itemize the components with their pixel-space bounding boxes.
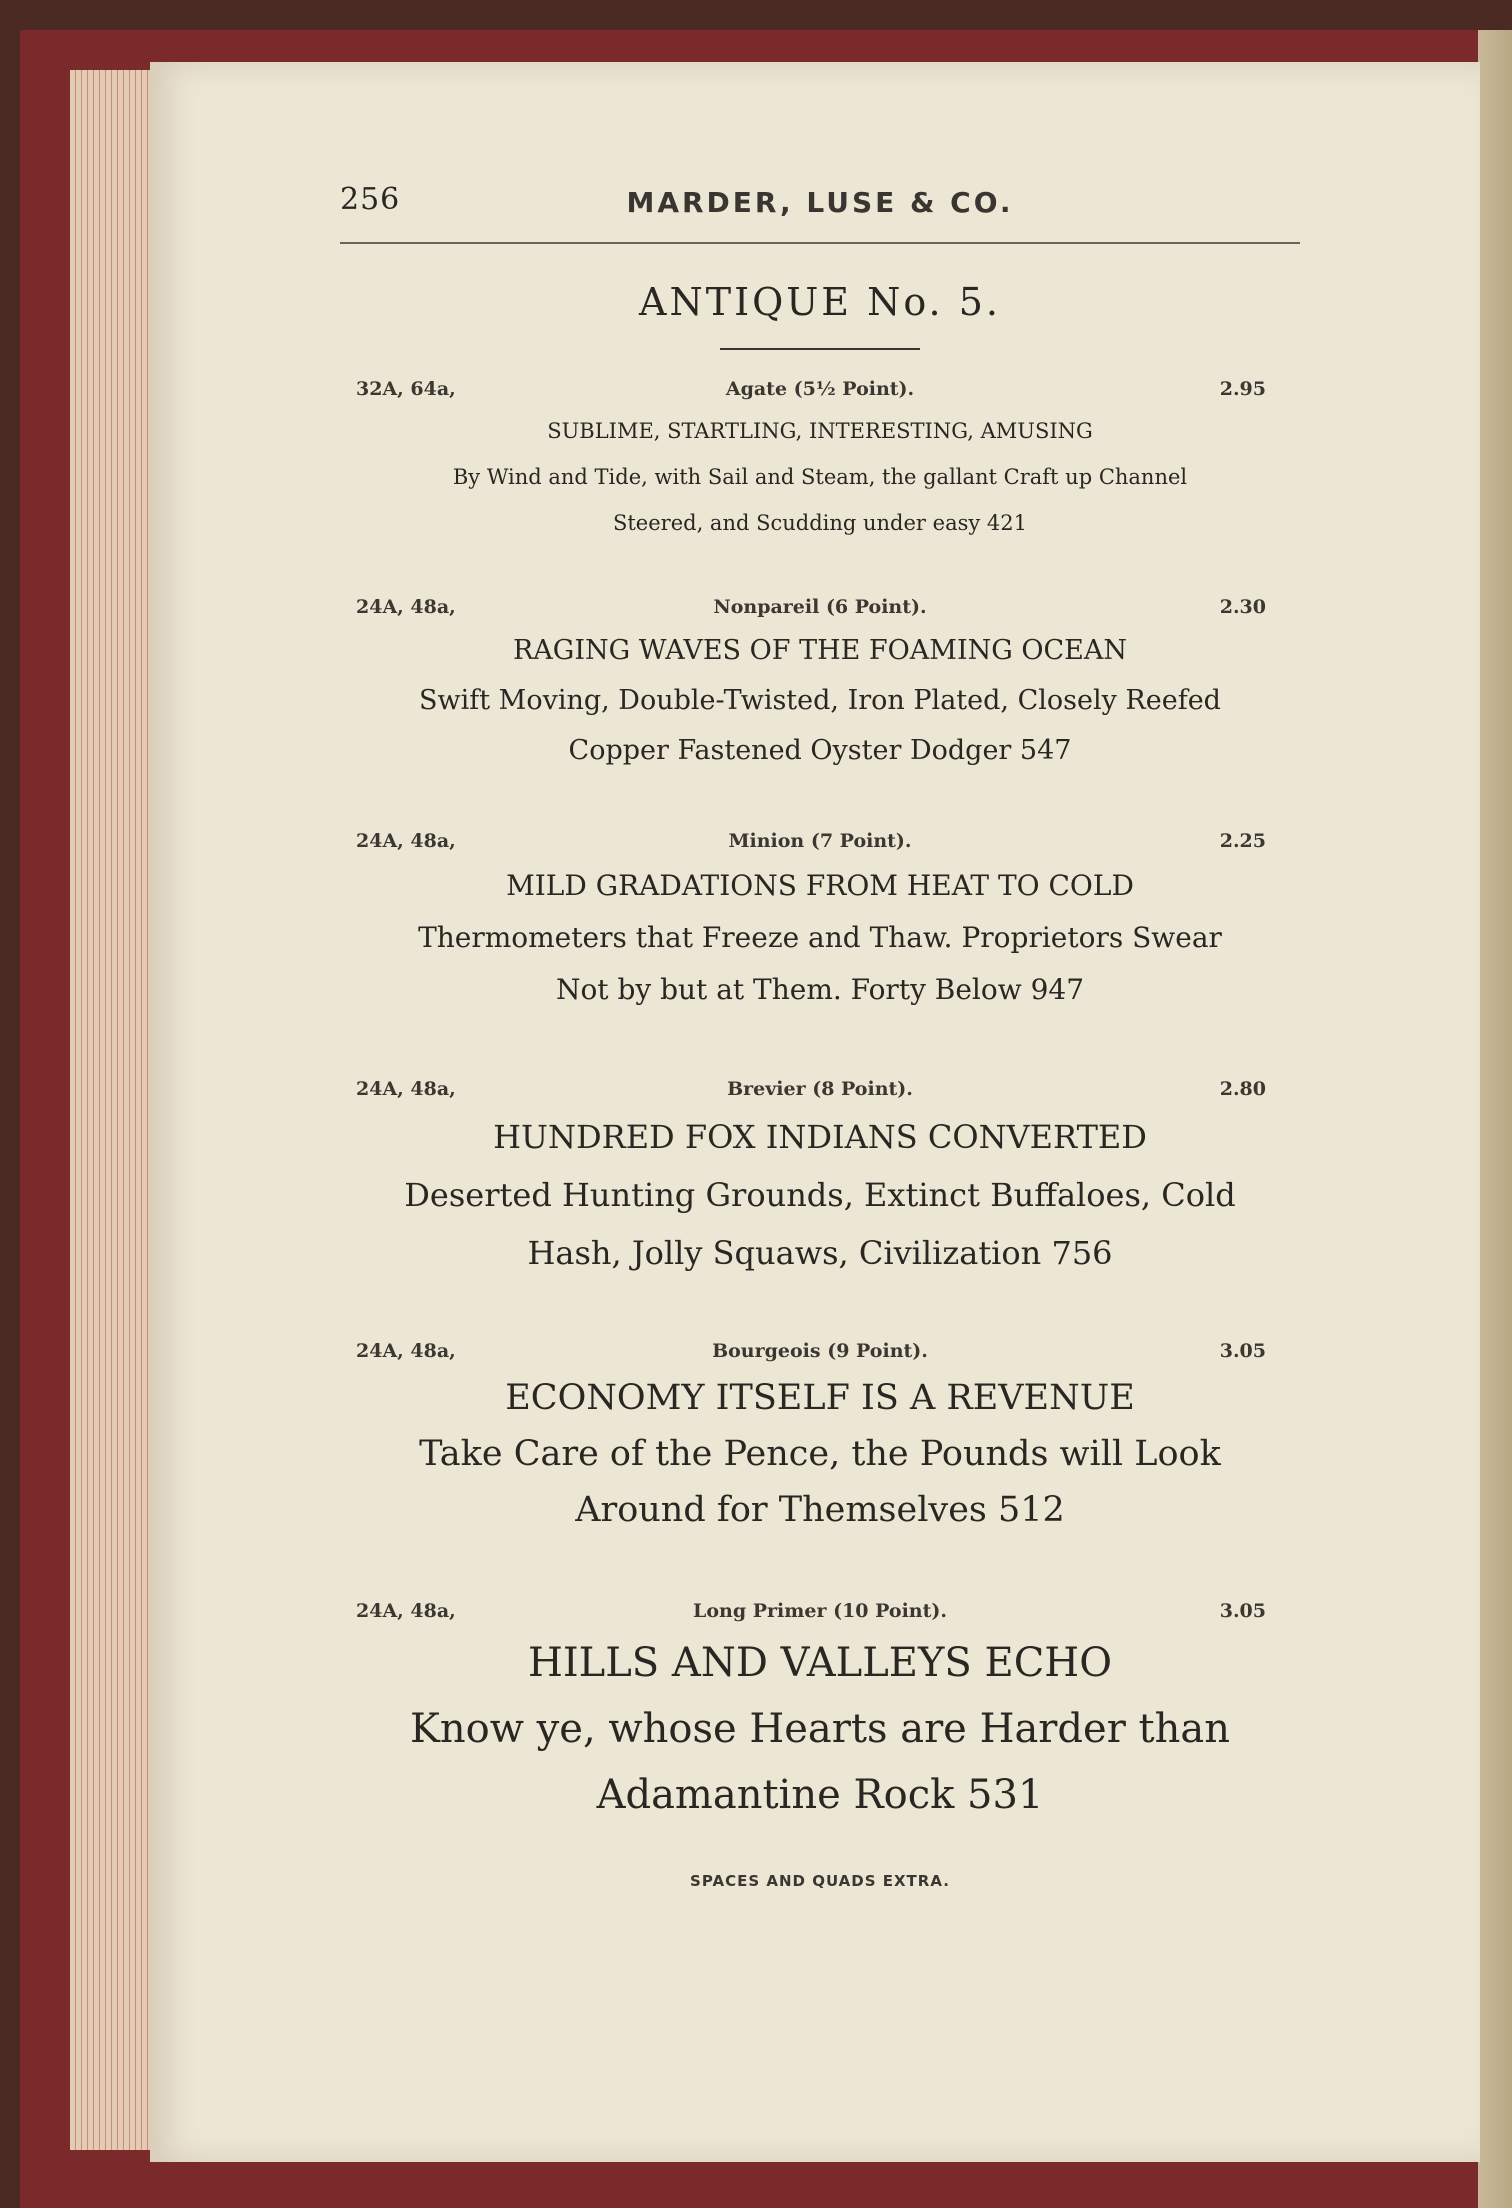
specimen-line: Hash, Jolly Squaws, Civilization 756 [527,1234,1113,1272]
price: 2.30 [1219,596,1266,618]
font-count: 24A, 48a, [356,1600,456,1622]
facing-page-edge [1478,30,1512,2208]
specimen-header [340,830,1300,860]
size-name: Minion (7 Point). [728,830,912,852]
price: 2.80 [1219,1078,1266,1100]
specimen-minion [340,830,1300,1016]
specimen-line: HILLS AND VALLEYS ECHO [528,1640,1112,1686]
specimen-long-primer [340,1600,1300,1828]
font-count: 24A, 48a, [356,1078,456,1100]
typeface-title: ANTIQUE No. 5. [639,280,1001,324]
specimen-bourgeois [340,1340,1300,1538]
font-count: 32A, 64a, [356,378,456,400]
size-name: Brevier (8 Point). [727,1078,913,1100]
specimen-line: ECONOMY ITSELF IS A REVENUE [505,1378,1135,1418]
specimen-line: Adamantine Rock 531 [596,1772,1044,1818]
specimen-agate [340,378,1300,546]
size-name: Nonpareil (6 Point). [713,596,927,618]
size-name: Bourgeois (9 Point). [712,1340,928,1362]
specimen-header [340,596,1300,626]
specimen-line: Take Care of the Pence, the Pounds will Look [419,1434,1221,1474]
specimen-line: By Wind and Tide, with Sail and Steam, the gallant Craft up Channel [452,465,1188,489]
font-count: 24A, 48a, [356,1340,456,1362]
page-number: 256 [340,182,401,217]
page-content [340,182,1300,2062]
title-rule [720,348,920,350]
specimen-line: Copper Fastened Oyster Dodger 547 [568,735,1072,766]
specimen-line: Swift Moving, Double-Twisted, Iron Plated, Closely Reefed [419,685,1221,716]
specimen-line: Deserted Hunting Grounds, Extinct Buffaloes, Cold [404,1176,1236,1214]
specimen-header [340,1340,1300,1370]
price: 3.05 [1219,1340,1266,1362]
publisher-name: MARDER, LUSE & CO. [626,186,1014,219]
book-page [150,62,1480,2162]
specimen-header [340,1600,1300,1630]
specimen-line: Around for Themselves 512 [575,1490,1065,1530]
price: 2.95 [1219,378,1266,400]
size-name: Long Primer (10 Point). [693,1600,947,1622]
font-count: 24A, 48a, [356,830,456,852]
price: 2.25 [1219,830,1266,852]
running-head [340,182,1300,244]
size-name: Agate (5½ Point). [725,378,915,400]
specimen-line: Know ye, whose Hearts are Harder than [410,1706,1230,1752]
specimen-line: Steered, and Scudding under easy 421 [612,511,1027,535]
specimen-nonpareil [340,596,1300,776]
footer-note: SPACES AND QUADS EXTRA. [690,1872,950,1890]
price: 3.05 [1219,1600,1266,1622]
specimen-brevier [340,1078,1300,1282]
specimen-header [340,378,1300,408]
specimen-line: Not by but at Them. Forty Below 947 [555,973,1085,1006]
specimen-line: RAGING WAVES OF THE FOAMING OCEAN [512,635,1128,666]
font-count: 24A, 48a, [356,596,456,618]
specimen-line: Thermometers that Freeze and Thaw. Proprietors Swear [418,921,1222,954]
specimen-line: SUBLIME, STARTLING, INTERESTING, AMUSING [547,419,1093,443]
specimen-header [340,1078,1300,1108]
specimen-line: MILD GRADATIONS FROM HEAT TO COLD [506,869,1134,902]
specimen-line: HUNDRED FOX INDIANS CONVERTED [493,1118,1147,1156]
